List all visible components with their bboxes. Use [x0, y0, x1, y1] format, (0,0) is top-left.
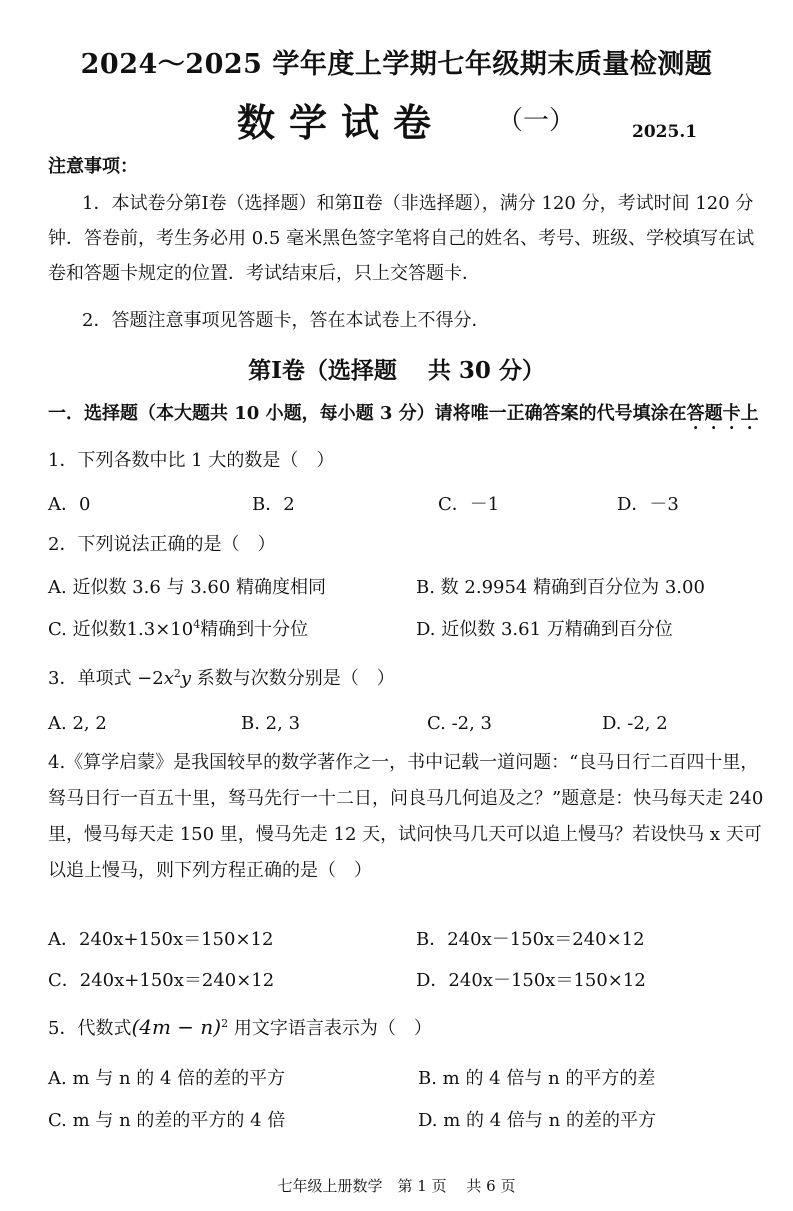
notice-item-1: 1．本试卷分第Ⅰ卷（选择题）和第Ⅱ卷（非选择题），满分 120 分，考试时间 120 分钟．答卷前，考生务必用 0.5 毫米黑色签字笔将自己的姓名、考号、班级、学校填写在试卷和答题卡规定的位置．考试结束后，只上交答题卡． — [48, 193, 755, 284]
q5-expression: (4m − n) — [131, 1015, 222, 1039]
question-1-stem: 1．下列各数中比 1 大的数是（ ） — [48, 450, 335, 471]
q4-option-b: B．240x－150x＝240×12 — [416, 929, 645, 950]
q3-var-y: y — [180, 668, 192, 689]
q1-option-a: A．0 — [48, 494, 91, 515]
q5-option-a: A. m 与 n 的 4 倍的差的平方 — [48, 1068, 286, 1089]
q5-option-b: B. m 的 4 倍与 n 的平方的差 — [418, 1068, 656, 1089]
subject-title: 数学试卷 — [237, 100, 446, 145]
q2-option-c-post: 精确到十分位 — [200, 619, 309, 640]
emphasis-char: 上 — [740, 403, 759, 424]
q1-option-d: D．－3 — [617, 494, 679, 515]
q3-option-d: D. -2, 2 — [602, 713, 668, 734]
part-heading-dotted — [687, 399, 759, 425]
q1-option-c: C．－1 — [438, 494, 500, 515]
notice-heading: 注意事项： — [48, 156, 138, 177]
q5-option-d: D. m 的 4 倍与 n 的差的平方 — [418, 1110, 656, 1131]
q3-var-x: x — [163, 668, 174, 689]
q5-exponent: 2 — [221, 1017, 229, 1030]
exam-date: 2025.1 — [632, 122, 698, 142]
q2-option-b: B. 数 2.9954 精确到百分位为 3.00 — [416, 577, 705, 598]
question-4-stem: 4.《算学启蒙》是我国较早的数学著作之一，书中记载一道问题：“良马日行二百四十里，驽马日行一百五十里，驽马先行一十二日，问良马几何追及之？”题意是：快马每天走 240 里，慢马每天走 150 里，慢马先走 12 天，试问快马几天可以追上慢马？若设快马 x 天可以追上慢马，则下列方程正确的是（ ） — [48, 752, 764, 881]
q3-stem-pre: 3．单项式 −2 — [48, 668, 164, 689]
q5-stem-pre: 5．代数式 — [48, 1018, 132, 1039]
exam-title: 2024～2025 学年度上学期七年级期末质量检测题 — [80, 49, 713, 80]
q4-option-d: D．240x－150x＝150×12 — [416, 970, 646, 991]
part-heading — [48, 399, 759, 425]
emphasis-char: 题 — [704, 403, 723, 424]
q3-option-c: C. -2, 3 — [427, 713, 493, 734]
question-5-stem — [48, 1014, 432, 1040]
version-label: （一） — [497, 106, 576, 136]
q4-option-a: A．240x+150x＝150×12 — [48, 929, 274, 950]
emphasis-char: 卡 — [722, 403, 741, 424]
q2-option-a: A. 近似数 3.6 与 3.60 精确度相同 — [48, 577, 327, 598]
question-3-stem — [48, 664, 395, 690]
q2-option-c — [48, 615, 308, 641]
section-heading: 第Ⅰ卷（选择题 共 30 分） — [248, 357, 545, 384]
q2-option-c-exponent: 4 — [193, 618, 201, 631]
q2-option-c-pre: C. 近似数1.3×10 — [48, 619, 194, 640]
q3-option-b: B. 2, 3 — [241, 713, 301, 734]
emphasis-char: 答 — [686, 403, 705, 424]
q5-option-c: C. m 与 n 的差的平方的 4 倍 — [48, 1110, 286, 1131]
q3-option-a: A. 2, 2 — [48, 713, 107, 734]
q2-option-d: D. 近似数 3.61 万精确到百分位 — [416, 619, 673, 640]
page-footer: 七年级上册数学 第 1 页 共 6 页 — [277, 1177, 516, 1195]
question-2-stem: 2．下列说法正确的是（ ） — [48, 534, 276, 555]
notice-item-2: 2．答题注意事项见答题卡，答在本试卷上不得分． — [82, 310, 490, 331]
q3-exponent: 2 — [173, 667, 181, 680]
q4-option-c: C．240x+150x＝240×12 — [48, 970, 275, 991]
part-heading-text: 一．选择题（本大题共 10 小题，每小题 3 分）请将唯一正确答案的代号填涂在 — [48, 403, 687, 424]
q1-option-b: B．2 — [252, 494, 295, 515]
q3-stem-post: 系数与次数分别是（ ） — [191, 668, 395, 689]
q5-stem-post: 用文字语言表示为（ ） — [228, 1018, 432, 1039]
